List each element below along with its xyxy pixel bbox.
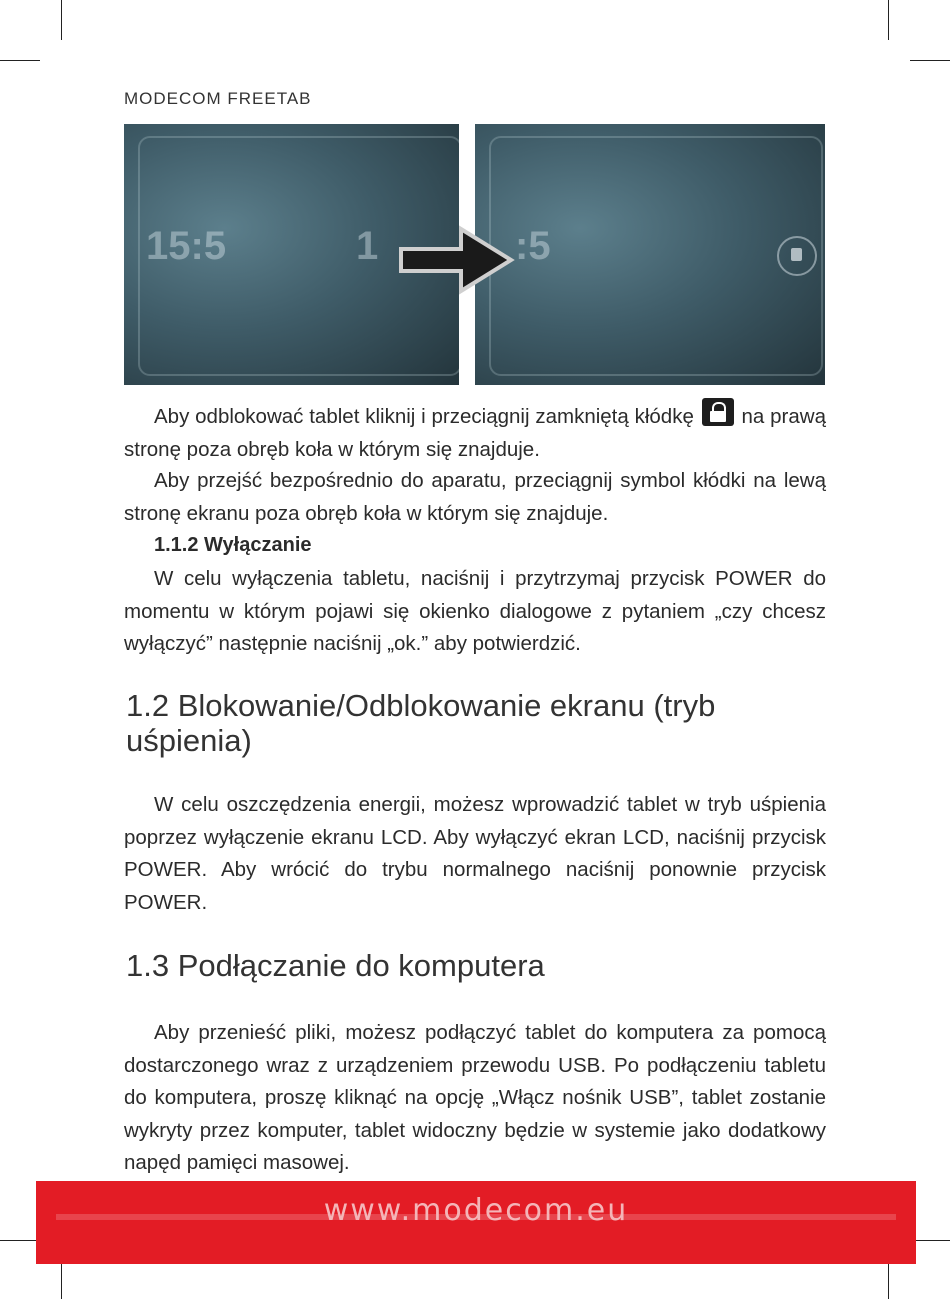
clock-text: :5 (515, 224, 551, 268)
crop-mark (888, 1260, 889, 1299)
crop-mark (888, 0, 889, 40)
sleep-heading: 1.2 Blokowanie/Odblokowanie ekranu (tryb uśpienia) (126, 688, 716, 758)
crop-mark (910, 1240, 950, 1241)
camera-text: Aby przejść bezpośrednio do aparatu, przeciągnij symbol kłódki na lewą stronę ekranu poza obręb koła w którym się znajduje. (124, 469, 826, 525)
unlock-text-end: na prawą stronę poza obręb koła w którym się znajduje. (124, 405, 826, 461)
usb-text: Aby przenieść pliki, możesz podłączyć tablet do komputera za pomocą dostarczonego wraz z urządzeniem przewodu USB. Po podłączeniu tabletu do komputera, proszę kliknąć na opcję „Włącz nośnik USB”, tablet zostanie wykryty przez komputer, tablet widoczny będzie w systemie jako dodatkowy napęd pamięci masowej. (124, 1021, 826, 1174)
sleep-text: W celu oszczędzenia energii, możesz wprowadzić tablet w tryb uśpienia poprzez wyłączenie ekranu LCD. Aby wyłączyć ekran LCD, naciśnij przycisk POWER. Aby wrócić do trybu normalnego naciśnij ponownie przycisk POWER. (124, 793, 826, 914)
arrow-right-icon (395, 225, 515, 295)
crop-mark (61, 0, 62, 40)
footer-banner (36, 1181, 916, 1264)
lockscreen-after-image (475, 124, 825, 385)
crop-mark (0, 1240, 40, 1241)
shutdown-heading: 1.1.2 Wyłączanie (154, 534, 312, 556)
footer-url[interactable]: www.modecom.eu (323, 1193, 629, 1228)
clock-text: 1 (356, 224, 379, 268)
camera-paragraph (124, 465, 826, 530)
lock-icon (777, 236, 817, 276)
unlock-text: Aby odblokować tablet kliknij i przeciągnij zamkniętą kłódkę (154, 405, 694, 428)
shutdown-paragraph (124, 563, 826, 661)
unlock-paragraph (124, 398, 826, 466)
usb-paragraph (124, 1017, 826, 1180)
crop-mark (0, 60, 40, 61)
running-header: MODECOM FREETAB (124, 89, 312, 108)
sleep-paragraph (124, 789, 826, 919)
lock-icon (702, 398, 734, 426)
crop-mark (61, 1260, 62, 1299)
usb-heading: 1.3 Podłączanie do komputera (126, 948, 545, 983)
shutdown-text: W celu wyłączenia tabletu, naciśnij i przytrzymaj przycisk POWER do momentu w którym pojawi się okienko dialogowe z pytaniem „czy chcesz wyłączyć” następnie naciśnij „ok.” aby potwierdzić. (124, 567, 826, 655)
crop-mark (910, 60, 950, 61)
clock-text: 15:5 (146, 224, 227, 268)
